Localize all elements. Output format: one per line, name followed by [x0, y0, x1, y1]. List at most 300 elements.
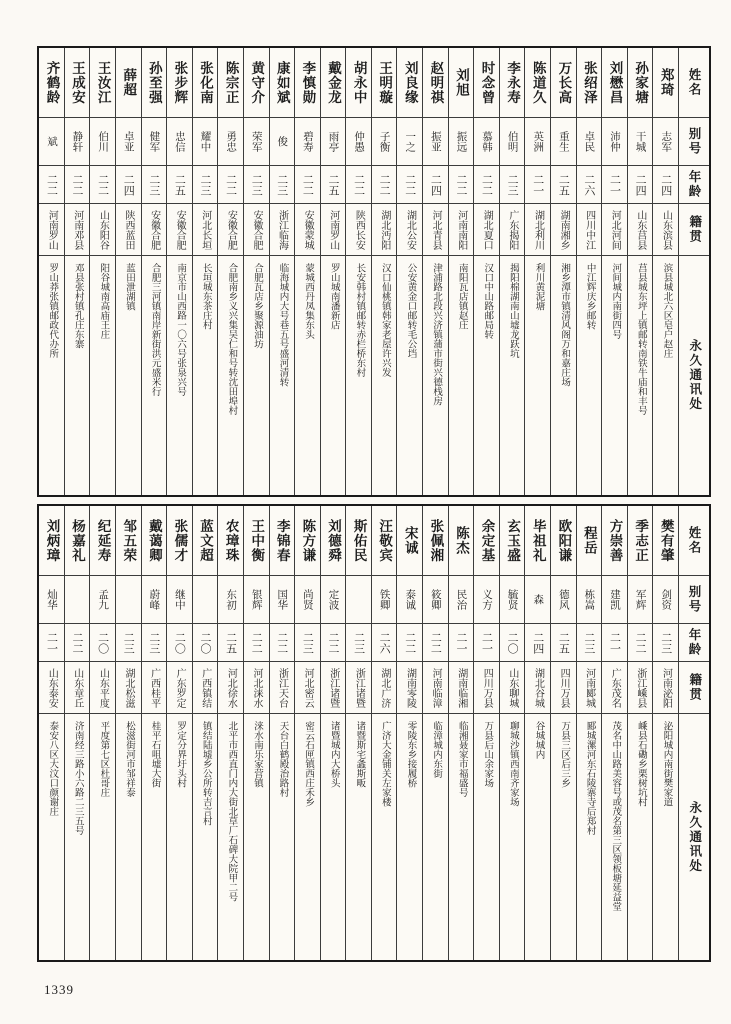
person-alias: 国华 [270, 576, 295, 624]
person-age: 二一 [449, 624, 474, 662]
person-native-place: 安徽合肥 [244, 204, 269, 256]
person-address: 济南经三路小六路二三五号 [72, 721, 83, 835]
person-age: 二四 [423, 166, 448, 204]
person-column [244, 506, 270, 960]
person-address: 滨县城北六区皂户赵庄 [661, 263, 672, 358]
person-column [321, 506, 347, 960]
person-age: 二二 [449, 166, 474, 204]
person-alias: 栋嵩 [577, 576, 602, 624]
header-native-place-label: 籍贯 [679, 204, 709, 256]
person-name: 赵明祺 [423, 48, 448, 118]
person-address: 南阳瓦店镇赵庄 [456, 263, 467, 330]
person-native-place: 广西桂平 [142, 662, 167, 714]
person-alias: 重生 [551, 118, 576, 166]
person-address: 密云石匣镇西庄禾乡 [303, 721, 314, 807]
person-address: 莒县城东坪上镇邮转南铁牛庙和丰号 [635, 263, 646, 415]
person-alias: 森 [525, 576, 550, 624]
person-alias: 筱卿 [423, 576, 448, 624]
person-name: 孙至强 [142, 48, 167, 118]
person-column [372, 48, 398, 495]
person-age: 二二 [397, 166, 422, 204]
person-age: 二三 [142, 166, 167, 204]
person-alias: 定波 [321, 576, 346, 624]
person-name: 万长高 [551, 48, 576, 118]
person-alias: 志军 [653, 118, 678, 166]
person-column [653, 48, 679, 495]
person-address: 涞水南乐家营镇 [251, 721, 262, 788]
person-age: 二〇 [193, 624, 218, 662]
person-age: 二三 [193, 166, 218, 204]
person-native-place: 河北河间 [602, 204, 627, 256]
person-column [65, 506, 91, 960]
person-address: 天台白鹤殿治路村 [277, 721, 288, 797]
person-address: 镇结陆墟乡公所转吉言村 [200, 721, 211, 826]
person-native-place: 山东泰安 [39, 662, 64, 714]
person-alias: 尚贤 [295, 576, 320, 624]
person-native-place: 湖北沔阳 [372, 204, 397, 256]
person-address: 万县后山余家场 [482, 721, 493, 788]
person-address: 诸暨斯宅螽斯畈 [354, 721, 365, 788]
person-name: 胡永中 [346, 48, 371, 118]
person-age: 二一 [602, 166, 627, 204]
person-alias: 忠信 [167, 118, 192, 166]
person-alias [193, 576, 218, 624]
person-alias [65, 576, 90, 624]
person-address: 合肥瓦店乡聚源油坊 [251, 263, 262, 349]
person-name: 郑琦 [653, 48, 678, 118]
person-alias: 耀中 [193, 118, 218, 166]
person-address: 平度第七区杜哥庄 [98, 721, 109, 797]
person-name: 薛超 [116, 48, 141, 118]
person-native-place: 河北徐水 [218, 662, 243, 714]
person-age: 二一 [525, 166, 550, 204]
person-age: 二五 [218, 624, 243, 662]
person-alias: 蔚峰 [142, 576, 167, 624]
person-alias: 仲愚 [346, 118, 371, 166]
person-name: 斯佑民 [346, 506, 371, 576]
person-alias: 卓民 [577, 118, 602, 166]
person-age: 二三 [244, 166, 269, 204]
person-age: 二三 [270, 166, 295, 204]
person-name: 张绍泽 [577, 48, 602, 118]
person-age: 二四 [116, 166, 141, 204]
person-column [500, 506, 526, 960]
header-age-label: 年龄 [679, 166, 709, 204]
person-column [602, 48, 628, 495]
person-name: 汪敬宾 [372, 506, 397, 576]
person-age: 二三 [346, 624, 371, 662]
person-name: 王中衡 [244, 506, 269, 576]
person-alias: 卓亚 [116, 118, 141, 166]
person-native-place: 河北青县 [423, 204, 448, 256]
person-column [321, 48, 347, 495]
person-native-place: 浙江诸暨 [346, 662, 371, 714]
person-age: 二一 [474, 624, 499, 662]
person-alias: 荣军 [244, 118, 269, 166]
person-column [295, 48, 321, 495]
person-native-place: 安徽合肥 [142, 204, 167, 256]
person-native-place: 山东滨县 [653, 204, 678, 256]
person-name: 程岳 [577, 506, 602, 576]
person-native-place: 浙江临海 [270, 204, 295, 256]
directory-table-bottom [37, 504, 711, 962]
person-name: 王明璇 [372, 48, 397, 118]
person-name: 欧阳谦 [551, 506, 576, 576]
person-alias: 英洲 [525, 118, 550, 166]
page-number: 1339 [44, 982, 74, 997]
person-alias: 慕韩 [474, 118, 499, 166]
person-age: 二二 [90, 166, 115, 204]
person-address: 利川黄泥塘 [533, 263, 544, 311]
person-address: 南京市山西路一〇六号张泉兴号 [175, 263, 186, 396]
person-column [551, 48, 577, 495]
person-alias: 继中 [167, 576, 192, 624]
person-name: 张佩湘 [423, 506, 448, 576]
person-alias: 子衡 [372, 118, 397, 166]
person-alias: 振远 [449, 118, 474, 166]
person-native-place: 安徽合肥 [218, 204, 243, 256]
person-address: 汉口仙桃镇韩家老屋许兴发 [379, 263, 390, 377]
person-age: 二二 [65, 624, 90, 662]
person-age: 二二 [270, 624, 295, 662]
person-address: 零陵东乡接履桥 [405, 721, 416, 788]
person-alias: 建凯 [602, 576, 627, 624]
header-address-label: 永久通讯处 [687, 800, 702, 874]
person-column [167, 48, 193, 495]
person-column [116, 48, 142, 495]
person-age: 二五 [551, 624, 576, 662]
person-native-place: 安徽合肥 [167, 204, 192, 256]
header-alias-label: 别号 [679, 576, 709, 624]
person-address: 长垣城东茶庄村 [200, 263, 211, 330]
person-native-place: 河北密云 [295, 662, 320, 714]
person-column [39, 48, 65, 495]
directory-table-top [37, 46, 711, 497]
person-alias: 伯明 [500, 118, 525, 166]
person-column [474, 48, 500, 495]
person-address: 蒙城西丹凤集东头 [303, 263, 314, 339]
person-native-place: 山东莒县 [628, 204, 653, 256]
person-address: 罗山城南潘新店 [328, 263, 339, 330]
person-name: 黄守介 [244, 48, 269, 118]
person-alias: 民治 [449, 576, 474, 624]
person-column [423, 48, 449, 495]
person-name: 农璋珠 [218, 506, 243, 576]
person-native-place: 山东章丘 [65, 662, 90, 714]
person-address: 合肥三河镇南岸新街洪元盛米行 [149, 263, 160, 396]
person-column [449, 506, 475, 960]
person-native-place: 浙江天台 [270, 662, 295, 714]
person-native-place: 河南罗山 [39, 204, 64, 256]
person-column [65, 48, 91, 495]
person-address: 郾城漯河东石陵寨寺后郑村 [584, 721, 595, 835]
person-native-place: 山东平度 [90, 662, 115, 714]
person-name: 方崇善 [602, 506, 627, 576]
person-column [218, 48, 244, 495]
person-name: 王成安 [65, 48, 90, 118]
person-column [525, 48, 551, 495]
person-address: 河间城内南街四号 [610, 263, 621, 339]
person-age: 二三 [116, 624, 141, 662]
person-address: 泌阳城内南街樊家道 [661, 721, 672, 807]
person-native-place: 河南罗山 [321, 204, 346, 256]
person-native-place: 四川中江 [577, 204, 602, 256]
person-column [270, 506, 296, 960]
person-native-place: 湖北广济 [372, 662, 397, 714]
person-address: 罗定分界圩头村 [175, 721, 186, 788]
person-name: 刘德舜 [321, 506, 346, 576]
person-address: 桂平石咀墟大街 [149, 721, 160, 788]
person-name: 樊有肇 [653, 506, 678, 576]
table-header-column [679, 506, 709, 960]
person-name: 宋诚 [397, 506, 422, 576]
person-address: 北平市西直门内大街北草厂石碑大院甲二号 [226, 721, 237, 902]
person-address: 临漳城内东街 [431, 721, 442, 778]
person-age: 二三 [142, 624, 167, 662]
person-name: 时念曾 [474, 48, 499, 118]
person-address: 公安黄金口邮转毛公垱 [405, 263, 416, 358]
person-address: 阳谷城南高庙王庄 [98, 263, 109, 339]
person-name: 纪延寿 [90, 506, 115, 576]
person-age: 二二 [65, 166, 90, 204]
person-alias: 振亚 [423, 118, 448, 166]
person-column [397, 48, 423, 495]
person-column [346, 506, 372, 960]
person-address: 万县三区后三乡 [559, 721, 570, 788]
person-age: 二一 [602, 624, 627, 662]
person-column [397, 506, 423, 960]
person-address: 泰安八区大汶口颜谢庄 [47, 721, 58, 816]
person-alias [346, 576, 371, 624]
person-name: 邹五荣 [116, 506, 141, 576]
person-age: 二〇 [167, 624, 192, 662]
person-name: 蓝文超 [193, 506, 218, 576]
person-name: 戴金龙 [321, 48, 346, 118]
person-native-place: 河南泌阳 [653, 662, 678, 714]
person-alias: 勇忠 [218, 118, 243, 166]
person-native-place: 河北涞水 [244, 662, 269, 714]
person-age: 二三 [500, 166, 525, 204]
person-alias: 静轩 [65, 118, 90, 166]
person-name: 陈杰 [449, 506, 474, 576]
person-age: 二四 [653, 166, 678, 204]
person-address: 长安韩村镇邮转赤栏桥东村 [354, 263, 365, 377]
person-alias: 军辉 [628, 576, 653, 624]
person-native-place: 湖北松滋 [116, 662, 141, 714]
person-native-place: 湖北公安 [397, 204, 422, 256]
person-column [449, 48, 475, 495]
person-name: 毕祖礼 [525, 506, 550, 576]
person-column [372, 506, 398, 960]
person-age: 二六 [372, 624, 397, 662]
person-age: 二二 [628, 624, 653, 662]
person-alias: 毓贤 [500, 576, 525, 624]
person-column [577, 506, 603, 960]
person-column [474, 506, 500, 960]
tables-area [37, 46, 711, 962]
person-name: 戴蔼卿 [142, 506, 167, 576]
person-alias: 沛仲 [602, 118, 627, 166]
person-address: 临海城内大号巷五号盛河清转 [277, 263, 288, 387]
person-native-place: 湖南湘乡 [551, 204, 576, 256]
person-age: 二五 [321, 166, 346, 204]
person-native-place: 河南邓县 [65, 204, 90, 256]
person-alias: 一之 [397, 118, 422, 166]
person-native-place: 湖北谷城 [525, 662, 550, 714]
person-address: 合肥南乡义兴集吴仁和号转沈田埠村 [226, 263, 237, 415]
person-column [193, 48, 219, 495]
header-age-label: 年龄 [679, 624, 709, 662]
person-address: 临湘聂家市福盛号 [456, 721, 467, 797]
person-age: 二五 [167, 166, 192, 204]
person-alias: 泰诚 [397, 576, 422, 624]
person-age: 二二 [372, 166, 397, 204]
person-native-place: 浙江嵊县 [628, 662, 653, 714]
person-column [142, 48, 168, 495]
person-native-place: 四川万县 [474, 662, 499, 714]
person-age: 二二 [321, 624, 346, 662]
person-native-place: 湖北夏口 [474, 204, 499, 256]
person-name: 张化南 [193, 48, 218, 118]
person-alias: 德风 [551, 576, 576, 624]
person-address: 中江辉庆乡邮转 [584, 263, 595, 330]
person-alias: 干城 [628, 118, 653, 166]
person-address: 揭阳棉湖南山墟龙跃坑 [507, 263, 518, 358]
person-address: 广济大金铺关左家楼 [379, 721, 390, 807]
person-address: 津浦路北段兴济镇蒲市街兴德栈房 [431, 263, 442, 406]
person-alias: 雨亭 [321, 118, 346, 166]
person-address: 松滋街河市邹祥泰 [123, 721, 134, 797]
person-native-place: 广西镇结 [193, 662, 218, 714]
person-age: 二二 [423, 624, 448, 662]
person-age: 二二 [244, 624, 269, 662]
person-native-place: 河南临漳 [423, 662, 448, 714]
person-age: 二四 [628, 166, 653, 204]
person-native-place: 广东揭阳 [500, 204, 525, 256]
person-name: 齐鹤龄 [39, 48, 64, 118]
person-column [193, 506, 219, 960]
person-column [577, 48, 603, 495]
person-column [628, 48, 654, 495]
person-name: 张步辉 [167, 48, 192, 118]
person-address: 汉口中山路邮局转 [482, 263, 493, 339]
person-native-place: 山东聊城 [500, 662, 525, 714]
person-name: 刘良缘 [397, 48, 422, 118]
person-age: 二一 [39, 624, 64, 662]
person-alias: 俊 [270, 118, 295, 166]
table-header-column [679, 48, 709, 495]
header-alias-label: 别号 [679, 118, 709, 166]
person-name: 康如斌 [270, 48, 295, 118]
person-name: 陈宗正 [218, 48, 243, 118]
person-name: 玄玉盛 [500, 506, 525, 576]
person-alias: 东初 [218, 576, 243, 624]
person-column [244, 48, 270, 495]
person-address: 嵊县石磡乡栗树坑村 [635, 721, 646, 807]
person-column [295, 506, 321, 960]
person-age: 二三 [295, 624, 320, 662]
header-name-label: 姓名 [679, 506, 709, 576]
person-native-place: 浙江诸暨 [321, 662, 346, 714]
person-column [423, 506, 449, 960]
person-age: 二五 [551, 166, 576, 204]
person-address: 诸暨城内大桥头 [328, 721, 339, 788]
person-alias: 碧寿 [295, 118, 320, 166]
person-age: 二二 [39, 166, 64, 204]
person-alias: 义方 [474, 576, 499, 624]
person-name: 李永寿 [500, 48, 525, 118]
person-age: 二二 [218, 166, 243, 204]
person-native-place: 四川万县 [551, 662, 576, 714]
person-address: 罗山莽张镇邮政代办所 [47, 263, 58, 358]
person-column [525, 506, 551, 960]
person-native-place: 河北长垣 [193, 204, 218, 256]
person-name: 陈道久 [525, 48, 550, 118]
person-native-place: 安徽蒙城 [295, 204, 320, 256]
header-address-label: 永久通讯处 [687, 339, 702, 412]
person-column [602, 506, 628, 960]
person-age: 二〇 [90, 624, 115, 662]
person-age: 二三 [577, 624, 602, 662]
person-address: 茂名中山路美容号或茂名第三区领板塘延益堂 [610, 721, 621, 911]
person-name: 李慎勋 [295, 48, 320, 118]
person-column [90, 506, 116, 960]
person-alias: 铁卿 [372, 576, 397, 624]
person-alias: 健军 [142, 118, 167, 166]
person-age: 二二 [295, 166, 320, 204]
header-name-label: 姓名 [679, 48, 709, 118]
person-age: 二二 [397, 624, 422, 662]
person-name: 余定基 [474, 506, 499, 576]
person-column [90, 48, 116, 495]
person-age: 二四 [525, 624, 550, 662]
person-age: 二三 [653, 624, 678, 662]
person-native-place: 湖南临湘 [449, 662, 474, 714]
person-name: 刘旭 [449, 48, 474, 118]
person-alias: 灿华 [39, 576, 64, 624]
person-column [142, 506, 168, 960]
person-name: 杨嘉礼 [65, 506, 90, 576]
person-age: 二〇 [500, 624, 525, 662]
person-alias: 银辉 [244, 576, 269, 624]
person-column [116, 506, 142, 960]
person-name: 李锦春 [270, 506, 295, 576]
person-name: 王汝江 [90, 48, 115, 118]
person-native-place: 河南郾城 [577, 662, 602, 714]
person-address: 湘乡潭市镇清风阁万和嘉庄场 [559, 263, 570, 387]
person-column [628, 506, 654, 960]
person-address: 蓝田泄湖镇 [123, 263, 134, 311]
person-native-place: 陕西蓝田 [116, 204, 141, 256]
person-column [346, 48, 372, 495]
person-alias: 剑资 [653, 576, 678, 624]
person-name: 刘懋昌 [602, 48, 627, 118]
person-address: 谷城城内 [533, 721, 544, 759]
person-column [551, 506, 577, 960]
person-native-place: 湖北利川 [525, 204, 550, 256]
person-column [500, 48, 526, 495]
person-age: 二六 [577, 166, 602, 204]
person-name: 陈方谦 [295, 506, 320, 576]
person-name: 季志正 [628, 506, 653, 576]
person-name: 刘炳璋 [39, 506, 64, 576]
person-native-place: 河南南阳 [449, 204, 474, 256]
person-name: 张儒才 [167, 506, 192, 576]
person-age: 二二 [474, 166, 499, 204]
person-name: 孙家塘 [628, 48, 653, 118]
person-address: 聊城沙镇西南齐家场 [507, 721, 518, 807]
person-age: 二二 [346, 166, 371, 204]
